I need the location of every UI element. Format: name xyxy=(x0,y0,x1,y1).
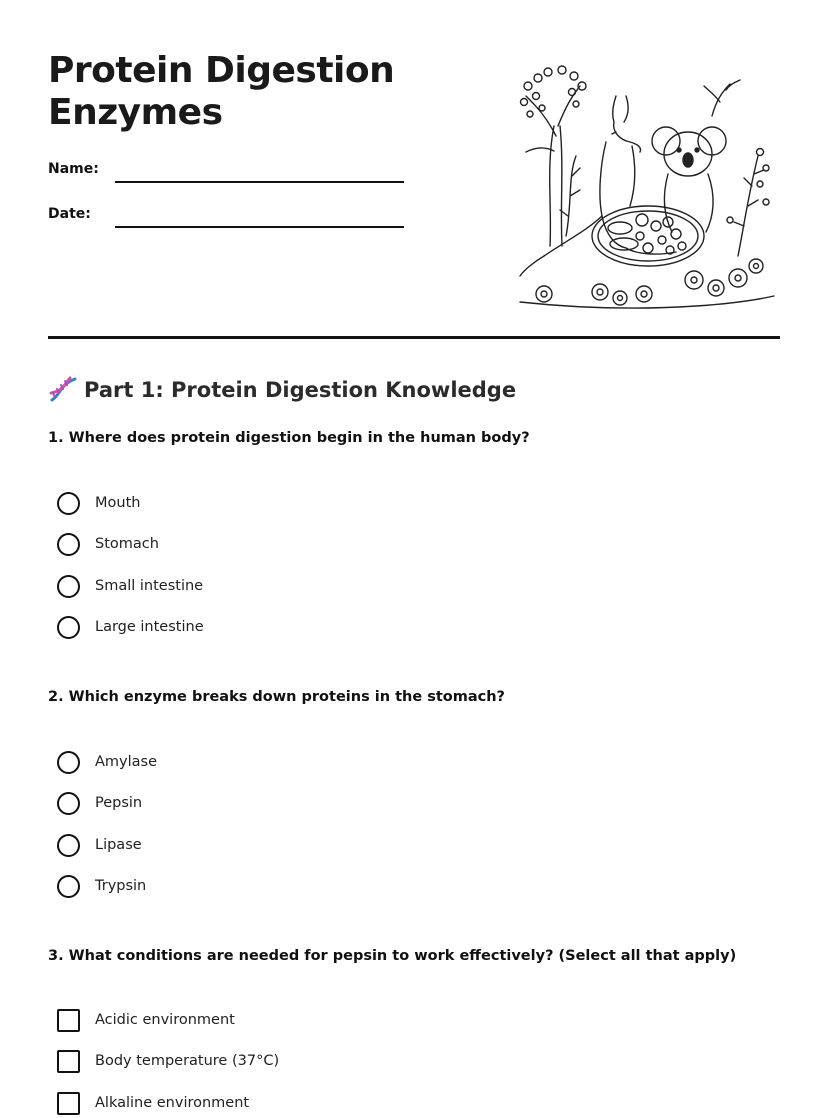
q2-option-lipase[interactable] xyxy=(57,832,142,858)
radio-button[interactable] xyxy=(57,616,80,639)
q3-option-alkaline[interactable] xyxy=(57,1090,249,1116)
name-line[interactable] xyxy=(115,181,404,183)
worksheet-header xyxy=(48,50,428,134)
q1-option-mouth[interactable] xyxy=(57,490,140,516)
date-line[interactable] xyxy=(115,226,404,228)
question-1: 1. Where does protein digestion begin in the human body? xyxy=(48,430,530,446)
q2-option-trypsin[interactable] xyxy=(57,873,146,899)
title-line-2: Enzymes xyxy=(48,92,223,133)
stem-blossoms xyxy=(727,149,769,224)
checkbox[interactable] xyxy=(57,1050,80,1073)
radio-button[interactable] xyxy=(57,575,80,598)
q3-option-body-temperature[interactable] xyxy=(57,1048,279,1074)
option-label: Alkaline environment xyxy=(95,1095,250,1111)
checkbox[interactable] xyxy=(57,1092,80,1115)
name-field[interactable] xyxy=(48,160,408,182)
option-label: Large intestine xyxy=(95,619,204,635)
date-label: Date: xyxy=(48,206,91,222)
plate-food xyxy=(608,214,686,254)
q2-option-pepsin[interactable] xyxy=(57,790,142,816)
name-label: Name: xyxy=(48,161,99,177)
radio-button[interactable] xyxy=(57,792,80,815)
date-field[interactable] xyxy=(48,205,408,227)
q3-option-acidic[interactable] xyxy=(57,1007,235,1033)
title-line-1: Protein Digestion xyxy=(48,50,395,91)
part1-title: Part 1: Protein Digestion Knowledge xyxy=(84,378,517,402)
checkbox[interactable] xyxy=(57,1009,80,1032)
dna-icon xyxy=(48,376,78,404)
question-3: 3. What conditions are needed for pepsin to work effectively? (Select all that apply) xyxy=(48,948,737,964)
option-label: Trypsin xyxy=(95,878,147,894)
q1-option-stomach[interactable] xyxy=(57,531,159,557)
radio-button[interactable] xyxy=(57,751,80,774)
option-label: Amylase xyxy=(95,754,158,770)
option-label: Mouth xyxy=(95,495,141,511)
q1-option-small-intestine[interactable] xyxy=(57,573,203,599)
radio-button[interactable] xyxy=(57,875,80,898)
q1-option-large-intestine[interactable] xyxy=(57,614,204,640)
q2-option-amylase[interactable] xyxy=(57,749,157,775)
radio-button[interactable] xyxy=(57,834,80,857)
kangaroo-koala-picnic-illustration xyxy=(516,56,778,312)
option-label: Stomach xyxy=(95,536,159,552)
radio-button[interactable] xyxy=(57,533,80,556)
option-label: Lipase xyxy=(95,837,142,853)
option-label: Acidic environment xyxy=(95,1012,235,1028)
option-label: Body temperature (37°C) xyxy=(95,1053,280,1069)
section-divider xyxy=(48,336,780,339)
option-label: Pepsin xyxy=(95,795,143,811)
radio-button[interactable] xyxy=(57,492,80,515)
part1-heading xyxy=(48,374,516,406)
question-2: 2. Which enzyme breaks down proteins in the stomach? xyxy=(48,689,505,705)
option-label: Small intestine xyxy=(95,578,204,594)
page-title xyxy=(48,50,428,134)
